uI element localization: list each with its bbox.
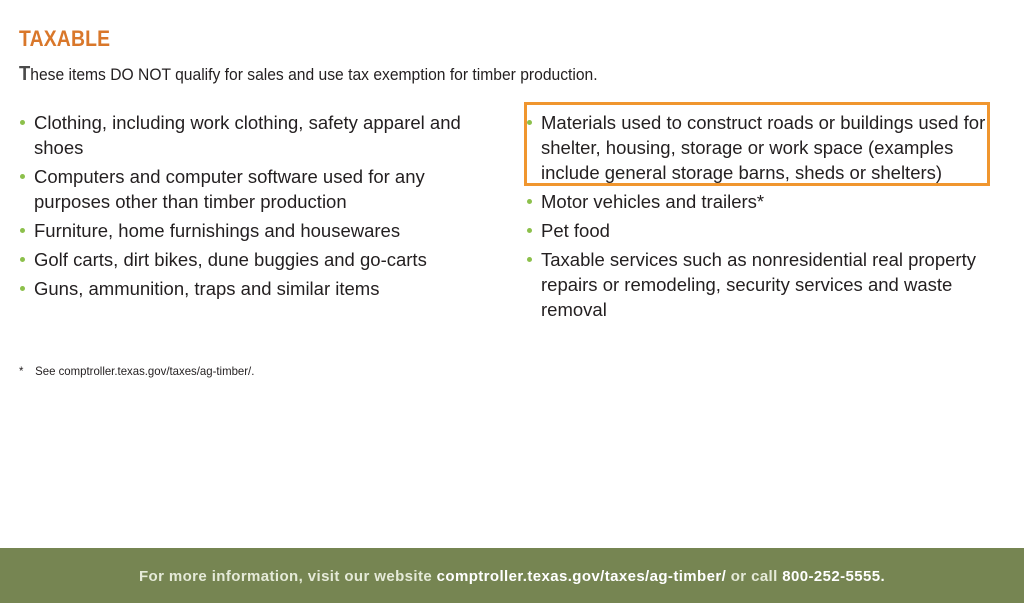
bullet-icon: [20, 174, 25, 179]
footer-url: comptroller.texas.gov/taxes/ag-timber/: [436, 568, 727, 585]
footnote: [19, 364, 254, 378]
list-item: [19, 218, 489, 243]
list-item-text: Motor vehicles and trailers*: [541, 191, 765, 212]
footer-prefix: For more information, visit our website: [138, 568, 437, 585]
bullet-icon: [20, 286, 25, 291]
bullet-icon: [20, 257, 25, 262]
section-heading: TAXABLE: [19, 26, 111, 51]
bullet-icon: [20, 228, 25, 233]
footer-middle: or call: [726, 568, 783, 585]
list-item: [526, 189, 996, 214]
footnote-text: See comptroller.texas.gov/taxes/ag-timber/.: [35, 364, 255, 378]
list-item-text: Taxable services such as nonresidential real property repairs or remodeling, security services and waste removal: [541, 249, 976, 320]
highlight-box: [524, 102, 990, 186]
footnote-marker: *: [19, 364, 24, 378]
list-item: [19, 110, 489, 160]
list-item-text: Guns, ammunition, traps and similar items: [34, 278, 380, 299]
list-item-text: Furniture, home furnishings and housewares: [34, 220, 401, 241]
intro-dropcap: T: [19, 63, 31, 85]
footer-phone: 800-252-5555.: [782, 568, 886, 585]
list-item: [526, 247, 996, 322]
list-item-text: Pet food: [541, 220, 610, 241]
bullet-icon: [527, 199, 532, 204]
list-item-text: Materials used to construct roads or buildings used for shelter, housing, storage or work space (examples include general storage barns, sheds or shelters): [541, 112, 986, 183]
bullet-icon: [527, 228, 532, 233]
bullet-icon: [20, 120, 25, 125]
list-item-text: Clothing, including work clothing, safety apparel and shoes: [34, 112, 461, 158]
intro-body: hese items DO NOT qualify for sales and use tax exemption for timber production.: [30, 65, 598, 84]
list-item: [19, 164, 489, 214]
footer-text: [0, 568, 1024, 585]
taxable-list-left: [19, 110, 489, 305]
list-item-text: Computers and computer software used for any purposes other than timber production: [34, 166, 425, 212]
bullet-icon: [527, 257, 532, 262]
list-item: [19, 276, 489, 301]
footer-bar: [0, 548, 1024, 603]
list-item: [526, 218, 996, 243]
intro-text: [19, 63, 598, 86]
list-item-text: Golf carts, dirt bikes, dune buggies and go-carts: [34, 249, 427, 270]
list-item: [19, 247, 489, 272]
